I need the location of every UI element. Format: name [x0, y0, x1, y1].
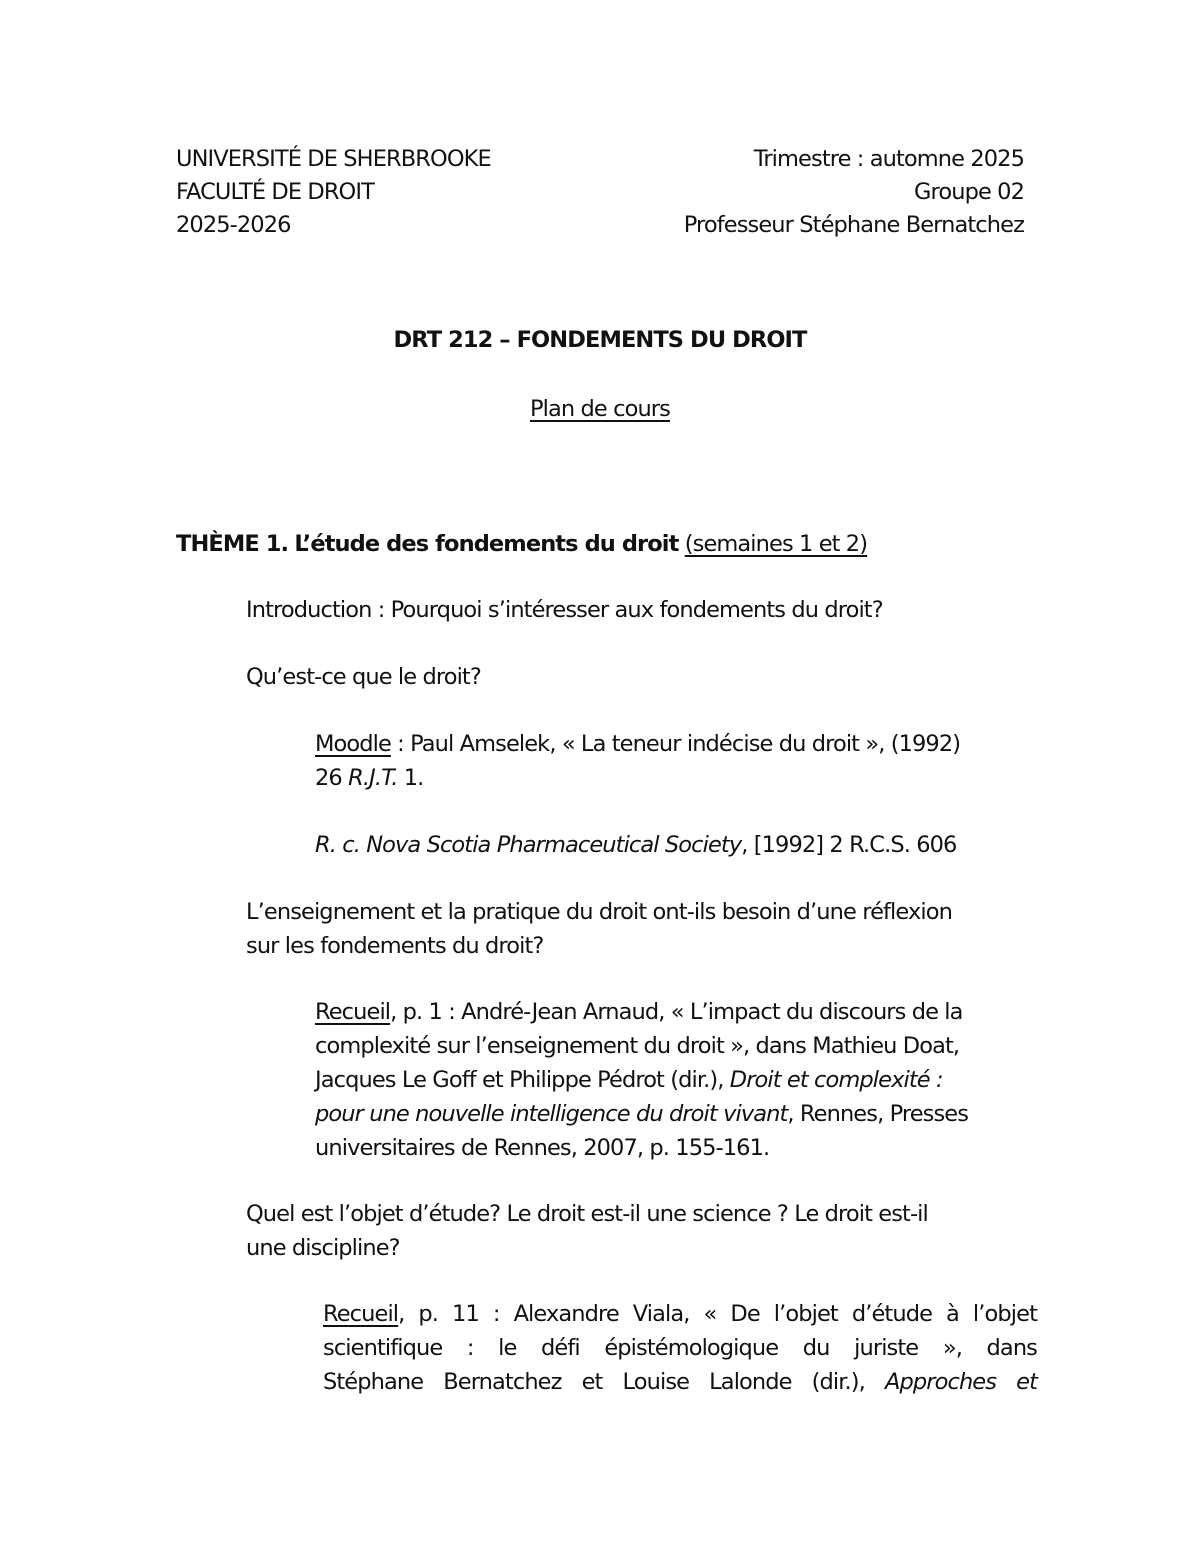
- reference-nova-scotia: R. c. Nova Scotia Pharmaceutical Society, [1992] 2 R.C.S. 606: [315, 832, 957, 858]
- reference-amselek-line2: 26 R.J.T. 1.: [315, 765, 424, 791]
- question-3-line2: une discipline?: [246, 1235, 400, 1261]
- reference-arnaud-line3: Jacques Le Goff et Philippe Pédrot (dir.), Droit et complexité :: [315, 1067, 943, 1093]
- reference-amselek-line1: Moodle : Paul Amselek, « La teneur indécise du droit », (1992): [315, 731, 961, 757]
- source-recueil: Recueil: [315, 999, 391, 1025]
- theme-heading: [176, 528, 867, 561]
- course-title: DRT 212 – FONDEMENTS DU DROIT: [393, 327, 807, 353]
- course-subtitle: [0, 393, 1200, 426]
- question-3-line1: Quel est l’objet d’étude? Le droit est-il une science ? Le droit est-il: [246, 1201, 928, 1227]
- professor: Professeur Stéphane Bernatchez: [683, 212, 1024, 238]
- university-name: UNIVERSITÉ DE SHERBROOKE: [176, 146, 491, 172]
- reference-arnaud-line5: universitaires de Rennes, 2007, p. 155-161.: [315, 1135, 770, 1161]
- term: Trimestre : automne 2025: [753, 146, 1024, 172]
- reference-arnaud-line1: Recueil, p. 1 : André-Jean Arnaud, « L’impact du discours de la: [315, 999, 963, 1025]
- theme-weeks: (semaines 1 et 2): [684, 531, 868, 557]
- reference-viala-line3: Stéphane Bernatchez et Louise Lalonde (dir.), Approches et: [323, 1369, 1037, 1395]
- reference-arnaud-line4: pour une nouvelle intelligence du droit vivant, Rennes, Presses: [315, 1101, 969, 1127]
- theme-title: L’étude des fondements du droit: [294, 531, 679, 557]
- reference-viala-line2: scientifique : le défi épistémologique du juriste », dans: [323, 1335, 1037, 1361]
- source-moodle: Moodle: [315, 731, 391, 757]
- academic-year: 2025-2026: [176, 212, 291, 238]
- group: Groupe 02: [913, 179, 1024, 205]
- theme-label: THÈME 1.: [176, 531, 289, 557]
- plan-de-cours: Plan de cours: [530, 396, 670, 422]
- faculty-name: FACULTÉ DE DROIT: [176, 179, 374, 205]
- reference-viala-line1: Recueil, p. 11 : Alexandre Viala, « De l’objet d’étude à l’objet: [323, 1301, 1037, 1327]
- question-2-line1: L’enseignement et la pratique du droit ont-ils besoin d’une réflexion: [246, 899, 952, 925]
- reference-arnaud-line2: complexité sur l’enseignement du droit », dans Mathieu Doat,: [315, 1033, 960, 1059]
- source-recueil-2: Recueil: [323, 1301, 399, 1327]
- intro-question: Introduction : Pourquoi s’intéresser aux fondements du droit?: [246, 597, 883, 623]
- question-2-line2: sur les fondements du droit?: [246, 933, 544, 959]
- question-1: Qu’est-ce que le droit?: [246, 664, 481, 690]
